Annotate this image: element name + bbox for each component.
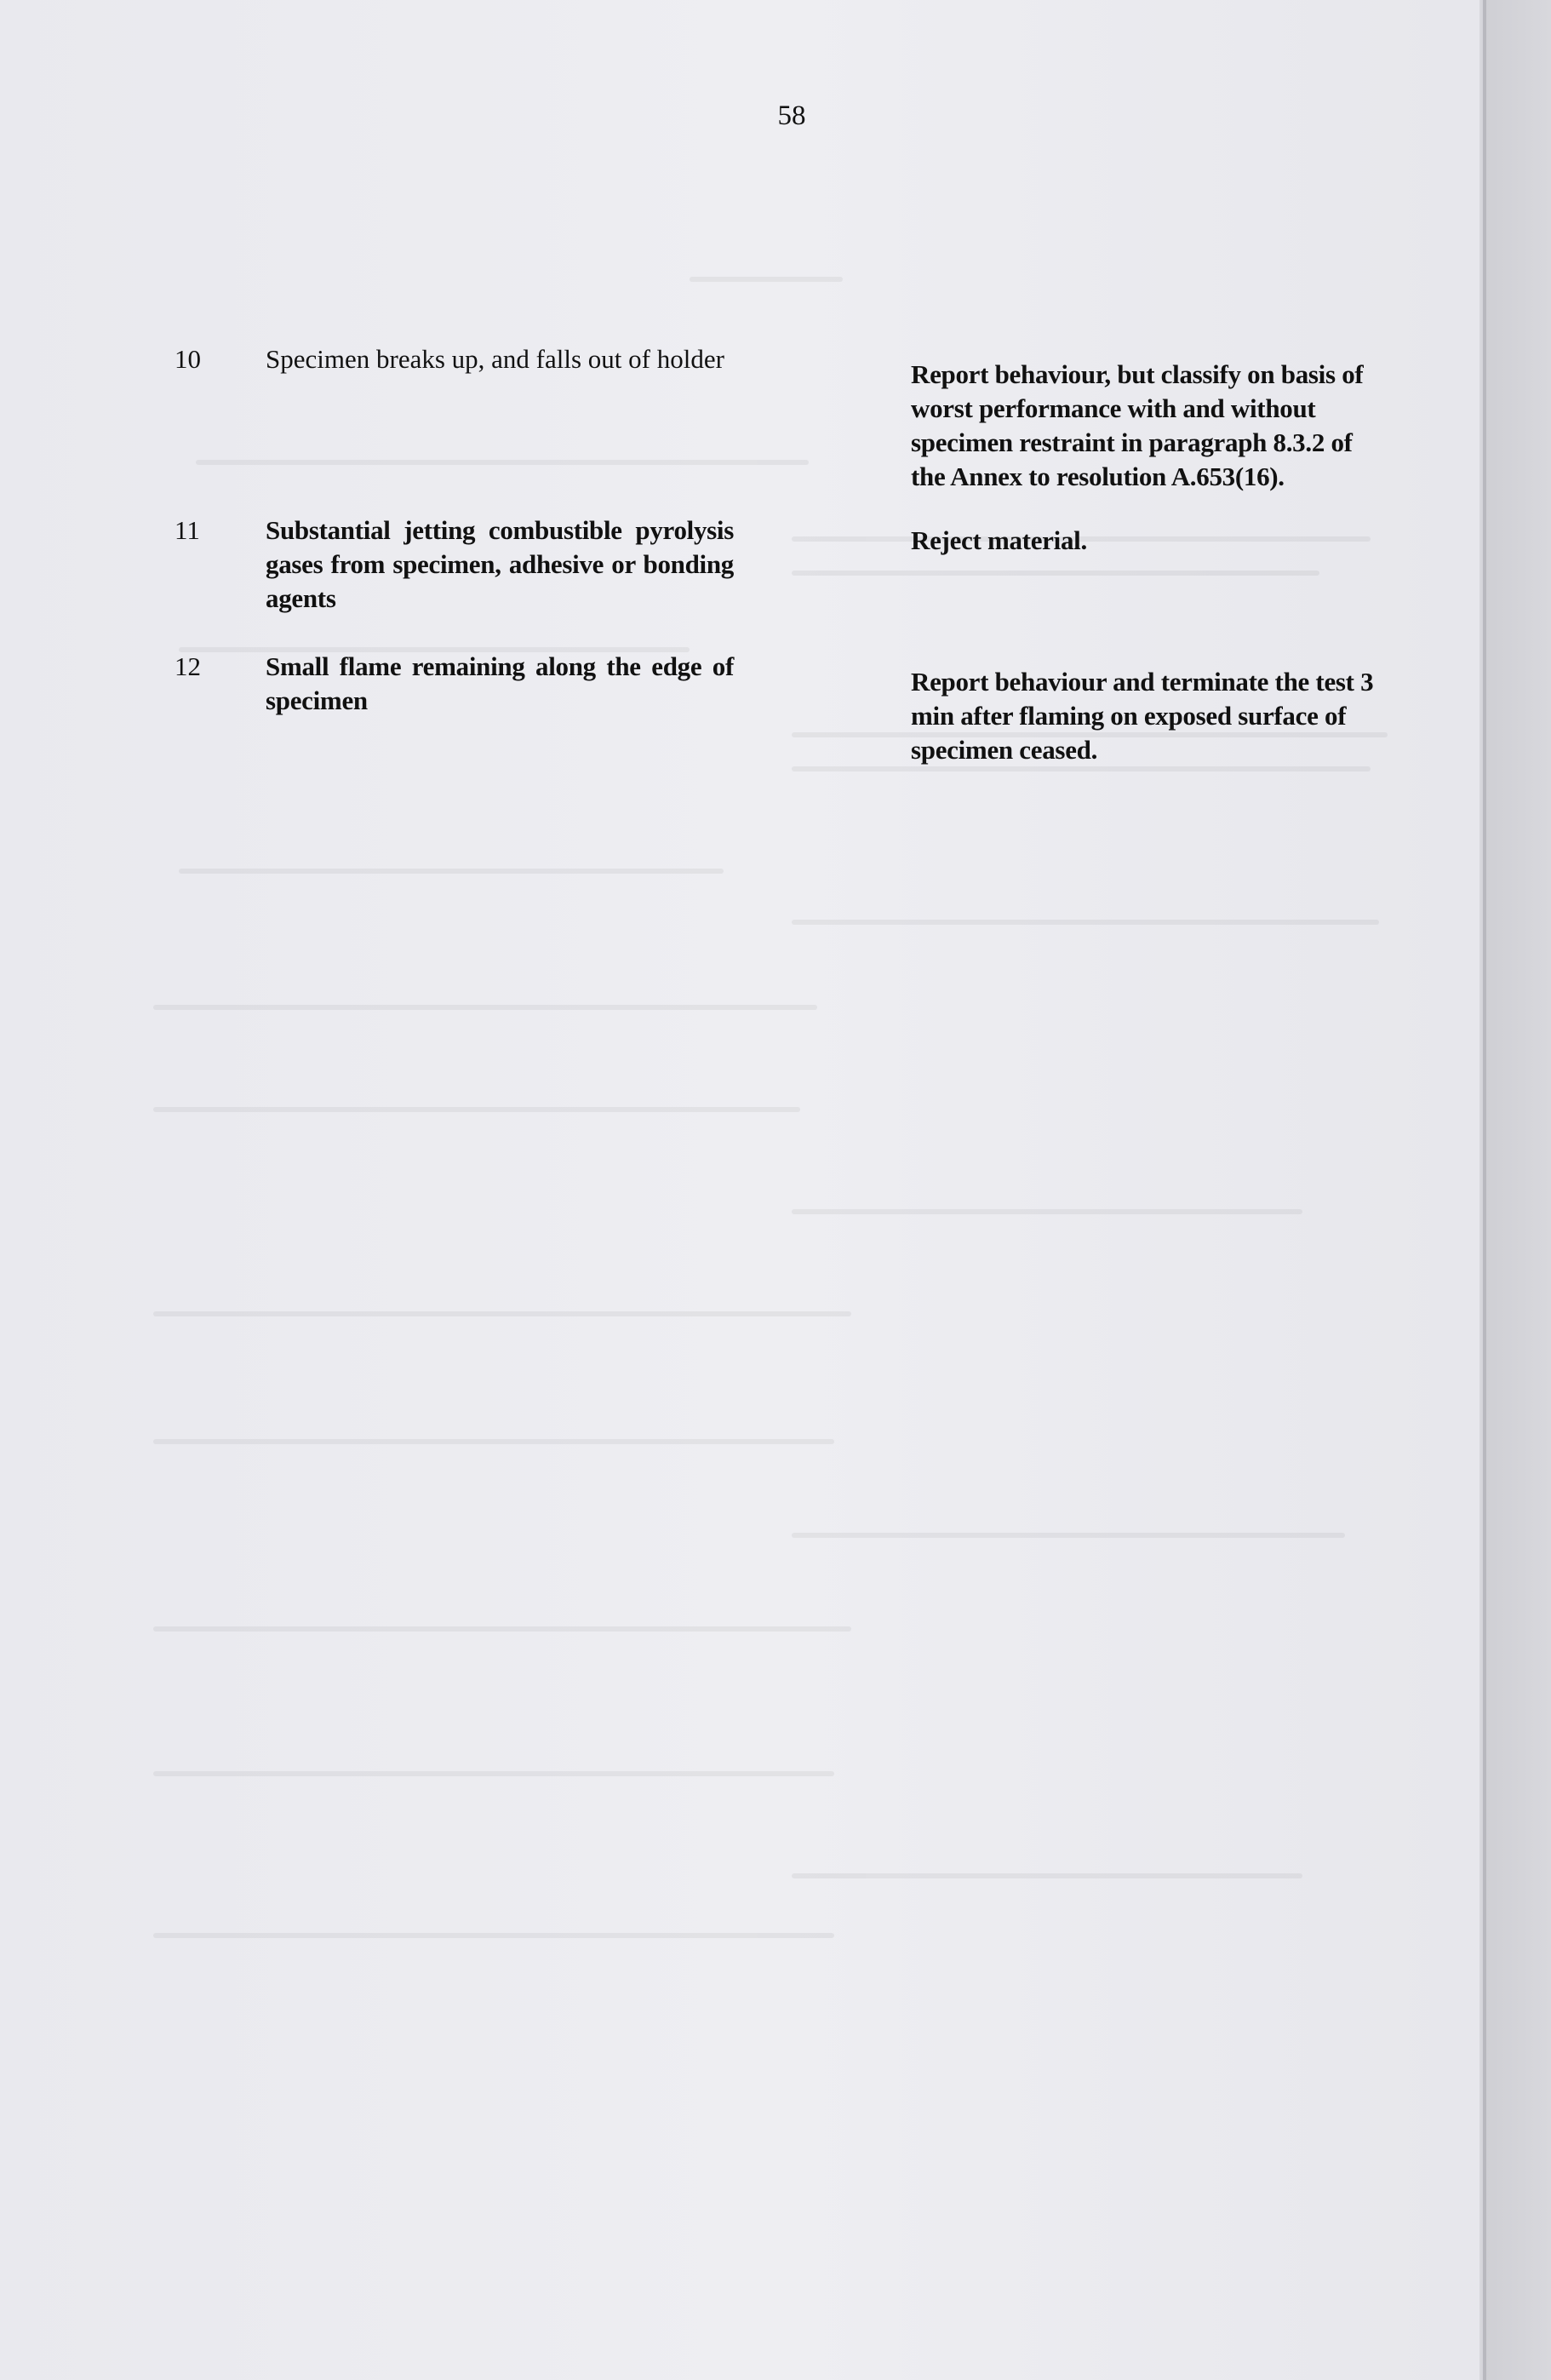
row-description: Substantial jetting combustible pyrolysis gases from specimen, adhesive or bonding agents — [266, 515, 734, 613]
page-edge-line — [1483, 0, 1486, 2380]
row-description: Small flame remaining along the edge of specimen — [266, 651, 734, 715]
row-description: Specimen breaks up, and falls out of holder — [266, 344, 724, 374]
row-number: 11 — [175, 515, 200, 545]
row-action: Report behaviour and terminate the test 3 min after flaming on exposed surface of specimen ceased. — [911, 667, 1374, 765]
row-action: Report behaviour, but classify on basis of worst performance with and without specimen restraint in paragraph 8.3.2 of the Annex to resolution A.653(16). — [911, 359, 1364, 491]
page-number: 58 — [777, 100, 806, 131]
page-edge — [1479, 0, 1551, 2380]
row-action: Reject material. — [911, 525, 1087, 555]
row-number: 10 — [175, 344, 201, 374]
row-number: 12 — [175, 651, 201, 681]
